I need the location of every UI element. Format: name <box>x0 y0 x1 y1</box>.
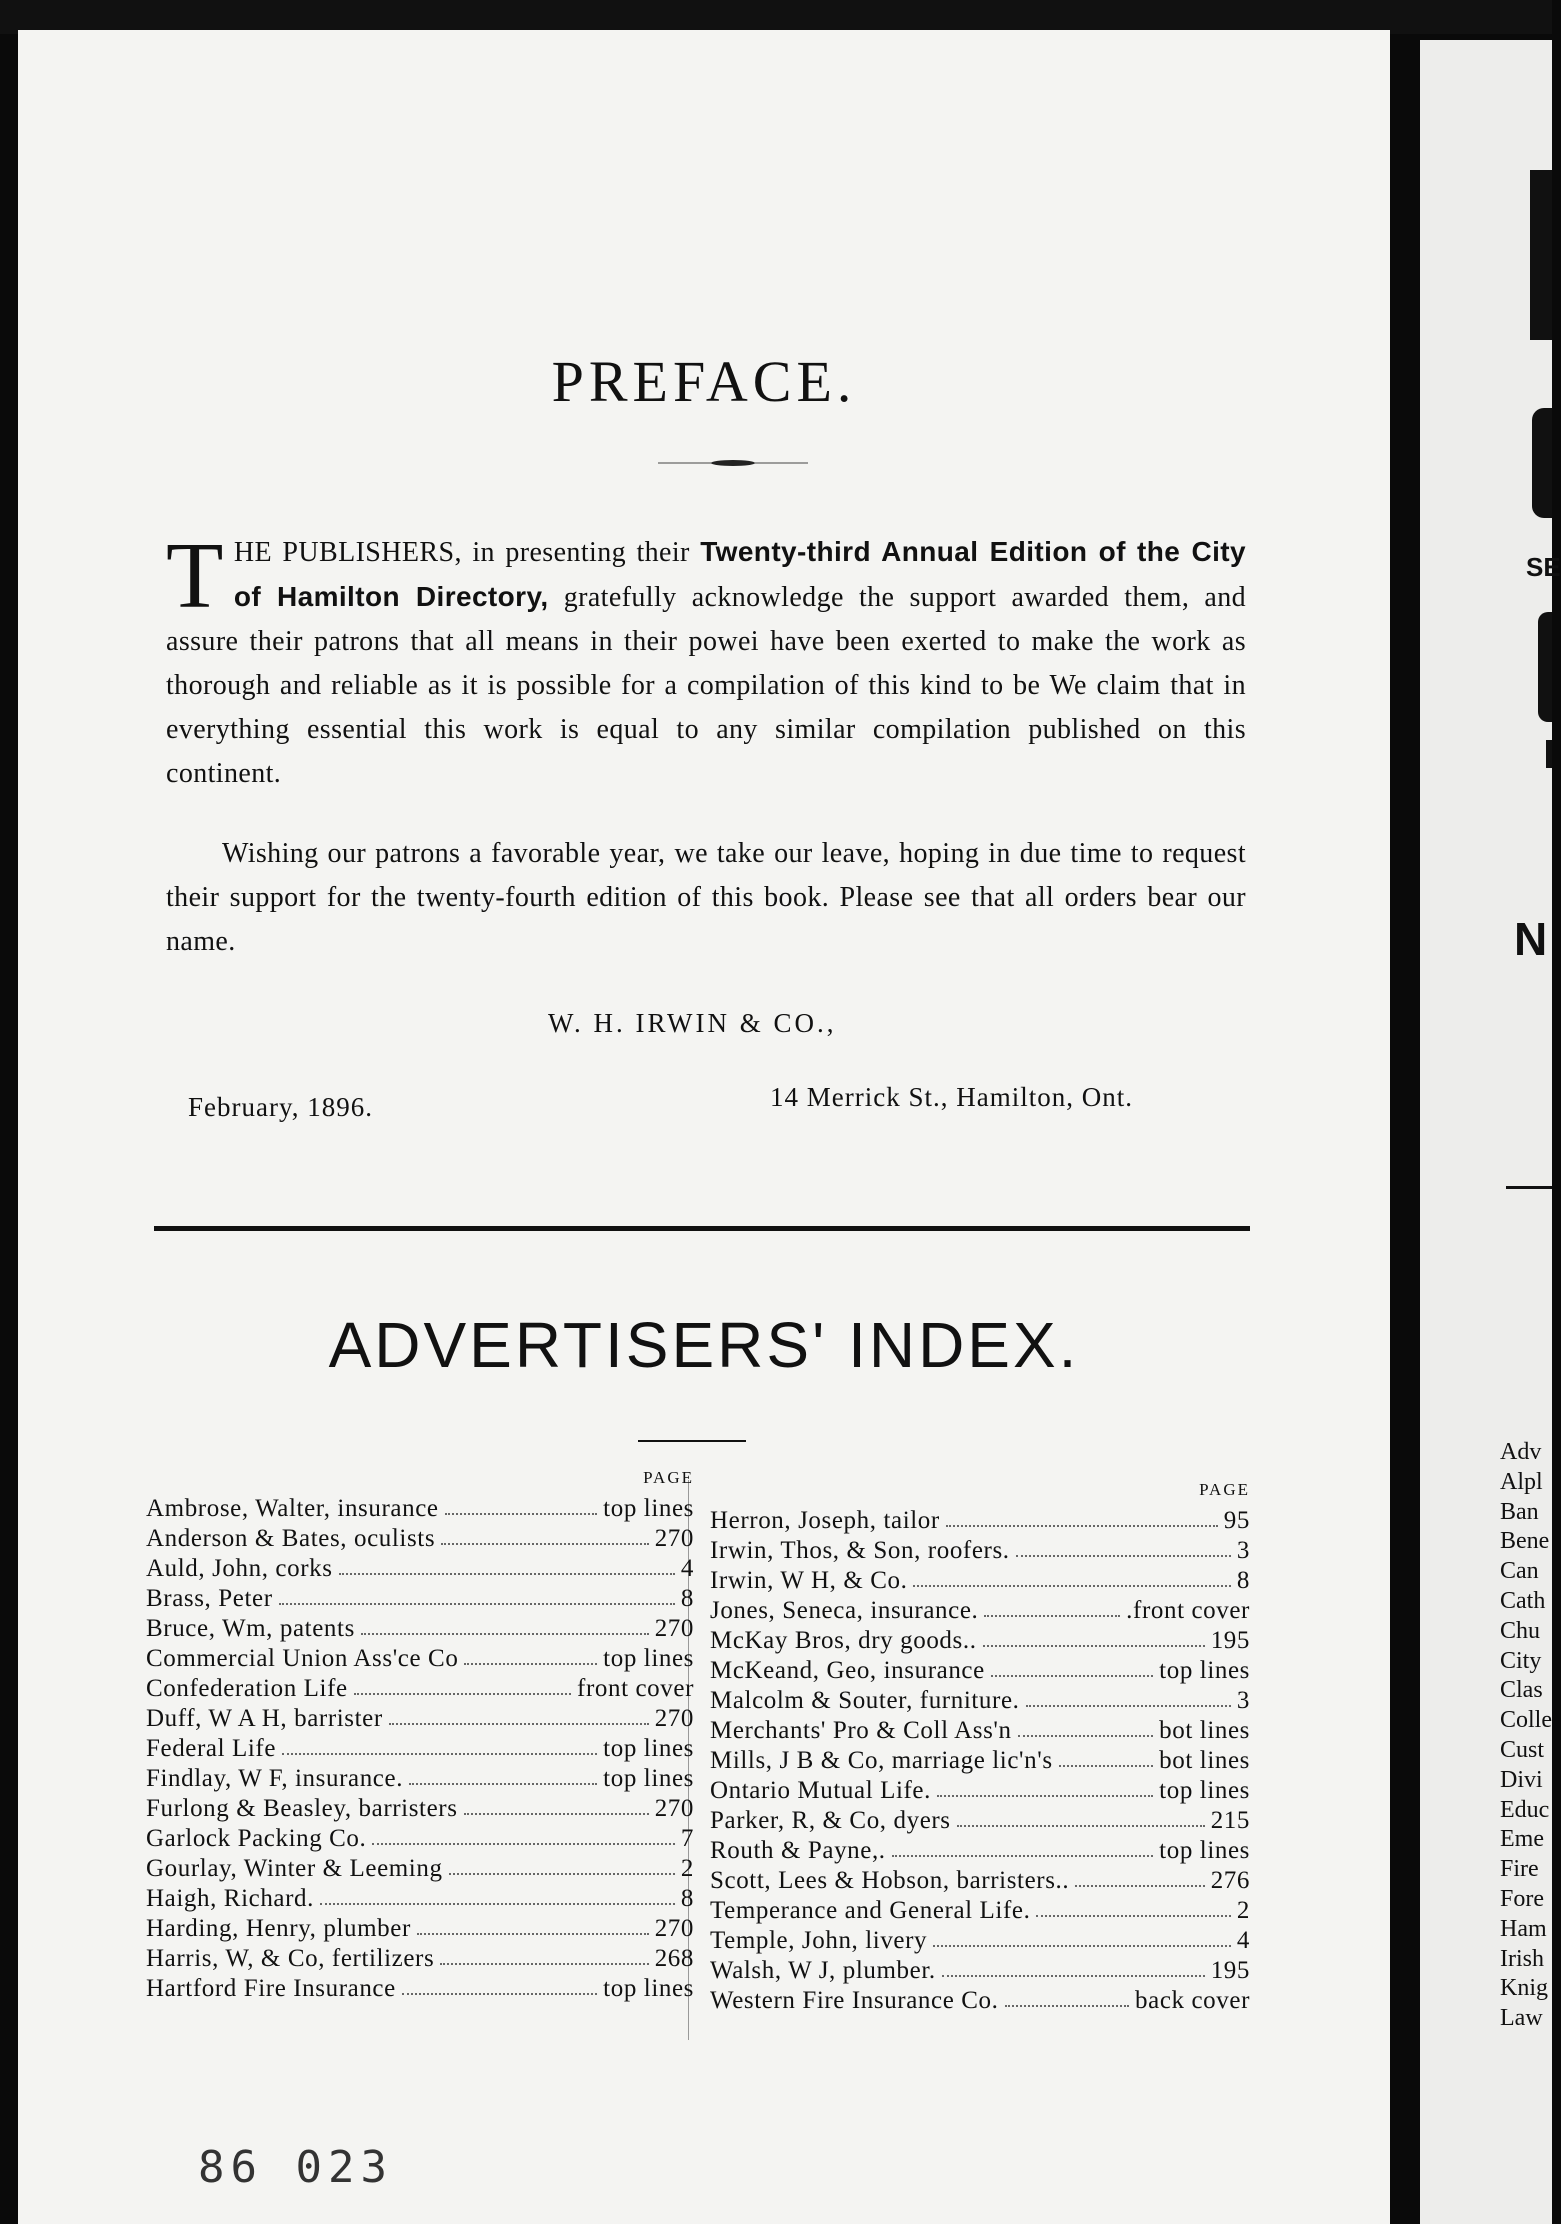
index-entry <box>146 1914 694 1944</box>
page-reference: 2 <box>1236 1897 1250 1924</box>
index-column-left <box>146 1468 694 2004</box>
facing-page-entry: Bene <box>1500 1528 1550 1555</box>
advertiser-name: Temperance and General Life. <box>710 1897 1031 1924</box>
dot-leader <box>984 1596 1120 1617</box>
page-reference: 4 <box>1236 1927 1250 1954</box>
index-entry <box>146 1584 694 1614</box>
dot-leader <box>282 1734 597 1755</box>
preface-p1-rest: gratefully acknowledge the support awarded them, and assure their patrons that all means in their powei have been exerted to make the work as thorough and reliable as it is possible for a compilation of this kind to be We claim that in everything essential this work is equal to any similar compilation published on this continent. <box>166 582 1246 789</box>
index-entry <box>710 1776 1250 1806</box>
page-reference: back cover <box>1135 1987 1250 2014</box>
page-reference: top lines <box>1159 1837 1250 1864</box>
scan-top-edge <box>0 0 1552 34</box>
index-entry <box>146 1764 694 1794</box>
facing-page-entry: Fore <box>1500 1885 1544 1912</box>
page-reference: 3 <box>1236 1537 1250 1564</box>
page-reference: bot lines <box>1159 1747 1250 1774</box>
dot-leader <box>389 1704 649 1725</box>
facing-page-entry: City <box>1500 1647 1542 1674</box>
facing-page-entry: Ban <box>1500 1498 1539 1525</box>
preface-p1-bold: Twenty-third Annual Edition of the City of Hamilton Directory, <box>233 536 1246 612</box>
dot-leader <box>937 1776 1153 1797</box>
advertiser-name: Anderson & Bates, oculists <box>146 1525 436 1552</box>
index-entry <box>710 1746 1250 1776</box>
index-entry <box>710 1506 1250 1536</box>
index-entry <box>146 1704 694 1734</box>
advertiser-name: Parker, R, & Co, dyers <box>710 1807 951 1834</box>
dot-leader <box>445 1494 598 1515</box>
index-entry <box>146 1824 694 1854</box>
facing-page-entry: Alpl <box>1500 1468 1543 1495</box>
index-entry <box>146 1674 694 1704</box>
dot-leader <box>1036 1896 1230 1917</box>
facing-page-entry: Chu <box>1500 1617 1541 1644</box>
page-reference: top lines <box>603 1645 694 1672</box>
drop-cap: T <box>166 524 224 628</box>
advertiser-name: Ambrose, Walter, insurance <box>146 1495 439 1522</box>
left-page <box>18 30 1390 2224</box>
dot-leader <box>464 1794 649 1815</box>
advertiser-name: McKay Bros, dry goods.. <box>710 1627 977 1654</box>
facing-page-entry: Cath <box>1500 1587 1546 1614</box>
index-entry <box>710 1956 1250 1986</box>
page-reference: bot lines <box>1159 1717 1250 1744</box>
dot-leader <box>1026 1686 1231 1707</box>
index-entry <box>710 1686 1250 1716</box>
advertiser-name: Harding, Henry, plumber <box>146 1915 411 1942</box>
page-reference: .front cover <box>1126 1597 1250 1624</box>
page-reference: 7 <box>680 1825 694 1852</box>
page-reference: top lines <box>603 1735 694 1762</box>
facing-page-contents <box>1500 1438 1552 2034</box>
index-entry <box>146 1614 694 1644</box>
page-reference: 215 <box>1210 1807 1250 1834</box>
archive-stamp: 86 023 <box>198 2142 393 2193</box>
advertiser-name: Commercial Union Ass'ce Co <box>146 1645 459 1672</box>
index-entry <box>146 1554 694 1584</box>
facing-page-entry: Irish <box>1500 1945 1544 1972</box>
index-entry <box>710 1806 1250 1836</box>
page-reference: 268 <box>654 1945 694 1972</box>
index-entry <box>710 1836 1250 1866</box>
facing-page-glyph <box>1538 612 1552 722</box>
dot-leader <box>946 1506 1218 1527</box>
dot-leader <box>957 1806 1205 1827</box>
facing-page-entry: Colle <box>1500 1707 1552 1734</box>
index-entry <box>710 1926 1250 1956</box>
page-reference: 195 <box>1210 1957 1250 1984</box>
preface-paragraph-1 <box>166 524 1246 796</box>
advertiser-name: Confederation Life <box>146 1675 348 1702</box>
dot-leader <box>1016 1536 1231 1557</box>
advertiser-name: Merchants' Pro & Coll Ass'n <box>710 1717 1012 1744</box>
index-entry <box>146 1884 694 1914</box>
dot-leader <box>320 1884 675 1905</box>
facing-page-glyph <box>1546 740 1552 768</box>
advertiser-name: Hartford Fire Insurance <box>146 1975 396 2002</box>
index-entry <box>710 1866 1250 1896</box>
facing-page-entry: Ham <box>1500 1915 1547 1942</box>
page-reference: top lines <box>603 1495 694 1522</box>
facing-page-entry: Eme <box>1500 1826 1544 1853</box>
advertiser-name: Bruce, Wm, patents <box>146 1615 355 1642</box>
page-reference: top lines <box>1159 1657 1250 1684</box>
ornament-divider <box>658 458 808 468</box>
facing-page-heading-fragment: N <box>1514 913 1548 965</box>
preface-date: February, 1896. <box>188 1092 373 1122</box>
index-entry <box>710 1986 1250 2016</box>
index-entry <box>146 1974 694 2004</box>
advertiser-name: Scott, Lees & Hobson, barristers.. <box>710 1867 1070 1894</box>
index-entry <box>146 1944 694 1974</box>
advertiser-name: Temple, John, livery <box>710 1927 928 1954</box>
page-reference: 8 <box>680 1585 694 1612</box>
dot-leader <box>983 1626 1205 1647</box>
page-reference: front cover <box>577 1675 694 1702</box>
publisher-signature: W. H. IRWIN & CO., <box>548 1008 837 1038</box>
section-rule <box>154 1226 1250 1231</box>
facing-page-glyph <box>1532 408 1552 518</box>
advertiser-name: Malcolm & Souter, furniture. <box>710 1687 1020 1714</box>
page-column-label: PAGE <box>1199 1480 1250 1499</box>
advertiser-name: Haigh, Richard. <box>146 1885 314 1912</box>
index-entry <box>710 1656 1250 1686</box>
advertiser-name: Garlock Packing Co. <box>146 1825 367 1852</box>
advertiser-name: Jones, Seneca, insurance. <box>710 1597 979 1624</box>
dot-leader <box>417 1914 649 1935</box>
facing-page-entry: Fire <box>1500 1856 1539 1883</box>
dot-leader <box>441 1524 649 1545</box>
dot-leader <box>1059 1746 1153 1767</box>
advertiser-name: McKeand, Geo, insurance <box>710 1657 985 1684</box>
dot-leader <box>440 1944 648 1965</box>
facing-page-glyph <box>1530 170 1552 340</box>
dot-leader <box>279 1584 675 1605</box>
dot-leader <box>1005 1986 1130 2007</box>
preface-title: PREFACE. <box>551 349 857 414</box>
dot-leader <box>361 1614 649 1635</box>
facing-page-entry: Clas <box>1500 1677 1543 1704</box>
advertiser-name: Western Fire Insurance Co. <box>710 1987 999 2014</box>
title-underline <box>638 1440 746 1442</box>
index-entry <box>146 1734 694 1764</box>
facing-page-entry: Knig <box>1500 1975 1548 2002</box>
advertiser-name: Irwin, Thos, & Son, roofers. <box>710 1537 1010 1564</box>
page-reference: top lines <box>603 1975 694 2002</box>
index-entry <box>146 1494 694 1524</box>
preface-p1-start: HE PUBLISHERS, in presenting their <box>233 537 701 568</box>
facing-page-entry: Divi <box>1500 1766 1543 1793</box>
index-entry <box>710 1896 1250 1926</box>
dot-leader <box>354 1674 571 1695</box>
index-entry <box>146 1794 694 1824</box>
facing-page-edge <box>1420 40 1561 2224</box>
dot-leader <box>449 1854 675 1875</box>
page-reference: 270 <box>654 1615 694 1642</box>
index-entry <box>710 1566 1250 1596</box>
advertiser-name: Duff, W A H, barrister <box>146 1705 383 1732</box>
page-reference: 195 <box>1210 1627 1250 1654</box>
index-entry <box>146 1644 694 1674</box>
facing-page-entry: Law <box>1500 2005 1543 2032</box>
dot-leader <box>991 1656 1153 1677</box>
page-reference: 8 <box>680 1885 694 1912</box>
facing-page-entry: Cust <box>1500 1736 1545 1763</box>
advertiser-name: Auld, John, corks <box>146 1555 333 1582</box>
page-reference: 270 <box>654 1705 694 1732</box>
dot-leader <box>464 1644 597 1665</box>
index-column-right <box>710 1480 1250 2016</box>
dot-leader <box>892 1836 1154 1857</box>
page-reference: 270 <box>654 1525 694 1552</box>
facing-page-rule <box>1506 1186 1552 1189</box>
facing-page-entry: Educ <box>1500 1796 1550 1823</box>
advertiser-name: Brass, Peter <box>146 1585 273 1612</box>
page-reference: 270 <box>654 1915 694 1942</box>
dot-leader <box>409 1764 597 1785</box>
advertiser-name: Furlong & Beasley, barristers <box>146 1795 458 1822</box>
advertiser-name: Routh & Payne,. <box>710 1837 886 1864</box>
preface-paragraph-2 <box>166 832 1246 964</box>
advertiser-name: Harris, W, & Co, fertilizers <box>146 1945 435 1972</box>
index-entry <box>710 1626 1250 1656</box>
dot-leader <box>933 1926 1231 1947</box>
index-entry <box>710 1716 1250 1746</box>
advertiser-name: Gourlay, Winter & Leeming <box>146 1855 443 1882</box>
advertiser-name: Mills, J B & Co, marriage lic'n's <box>710 1747 1053 1774</box>
index-entry <box>710 1596 1250 1626</box>
dot-leader <box>1018 1716 1154 1737</box>
dot-leader <box>913 1566 1230 1587</box>
dot-leader <box>942 1956 1205 1977</box>
advertiser-name: Findlay, W F, insurance. <box>146 1765 404 1792</box>
page-reference: top lines <box>603 1765 694 1792</box>
index-entry <box>146 1854 694 1884</box>
index-entry <box>146 1524 694 1554</box>
publisher-address: 14 Merrick St., Hamilton, Ont. <box>770 1082 1133 1112</box>
facing-page-heading-fragment: SE <box>1526 552 1561 582</box>
dot-leader <box>1075 1866 1204 1887</box>
page-reference: top lines <box>1159 1777 1250 1804</box>
facing-page-entry: Can <box>1500 1558 1539 1585</box>
dot-leader <box>402 1974 597 1995</box>
page-reference: 8 <box>1236 1567 1250 1594</box>
advertiser-name: Walsh, W J, plumber. <box>710 1957 936 1984</box>
dot-leader <box>339 1554 675 1575</box>
page-reference: 2 <box>680 1855 694 1882</box>
advertiser-name: Irwin, W H, & Co. <box>710 1567 908 1594</box>
page-reference: 95 <box>1223 1507 1250 1534</box>
advertiser-name: Ontario Mutual Life. <box>710 1777 931 1804</box>
preface-p2-text: Wishing our patrons a favorable year, we take our leave, hoping in due time to request their support for the twenty-fourth edition of this book. Please see that all orders bear our name. <box>166 838 1246 957</box>
advertiser-name: Herron, Joseph, tailor <box>710 1507 940 1534</box>
page-reference: 3 <box>1236 1687 1250 1714</box>
dot-leader <box>372 1824 675 1845</box>
advertisers-index-title: ADVERTISERS' INDEX. <box>328 1309 1080 1381</box>
page-reference: 4 <box>680 1555 694 1582</box>
page-column-label: PAGE <box>643 1468 694 1487</box>
page-reference: 276 <box>1210 1867 1250 1894</box>
facing-page-entry: Adv <box>1500 1439 1542 1465</box>
page-reference: 270 <box>654 1795 694 1822</box>
index-entry <box>710 1536 1250 1566</box>
advertiser-name: Federal Life <box>146 1735 277 1762</box>
